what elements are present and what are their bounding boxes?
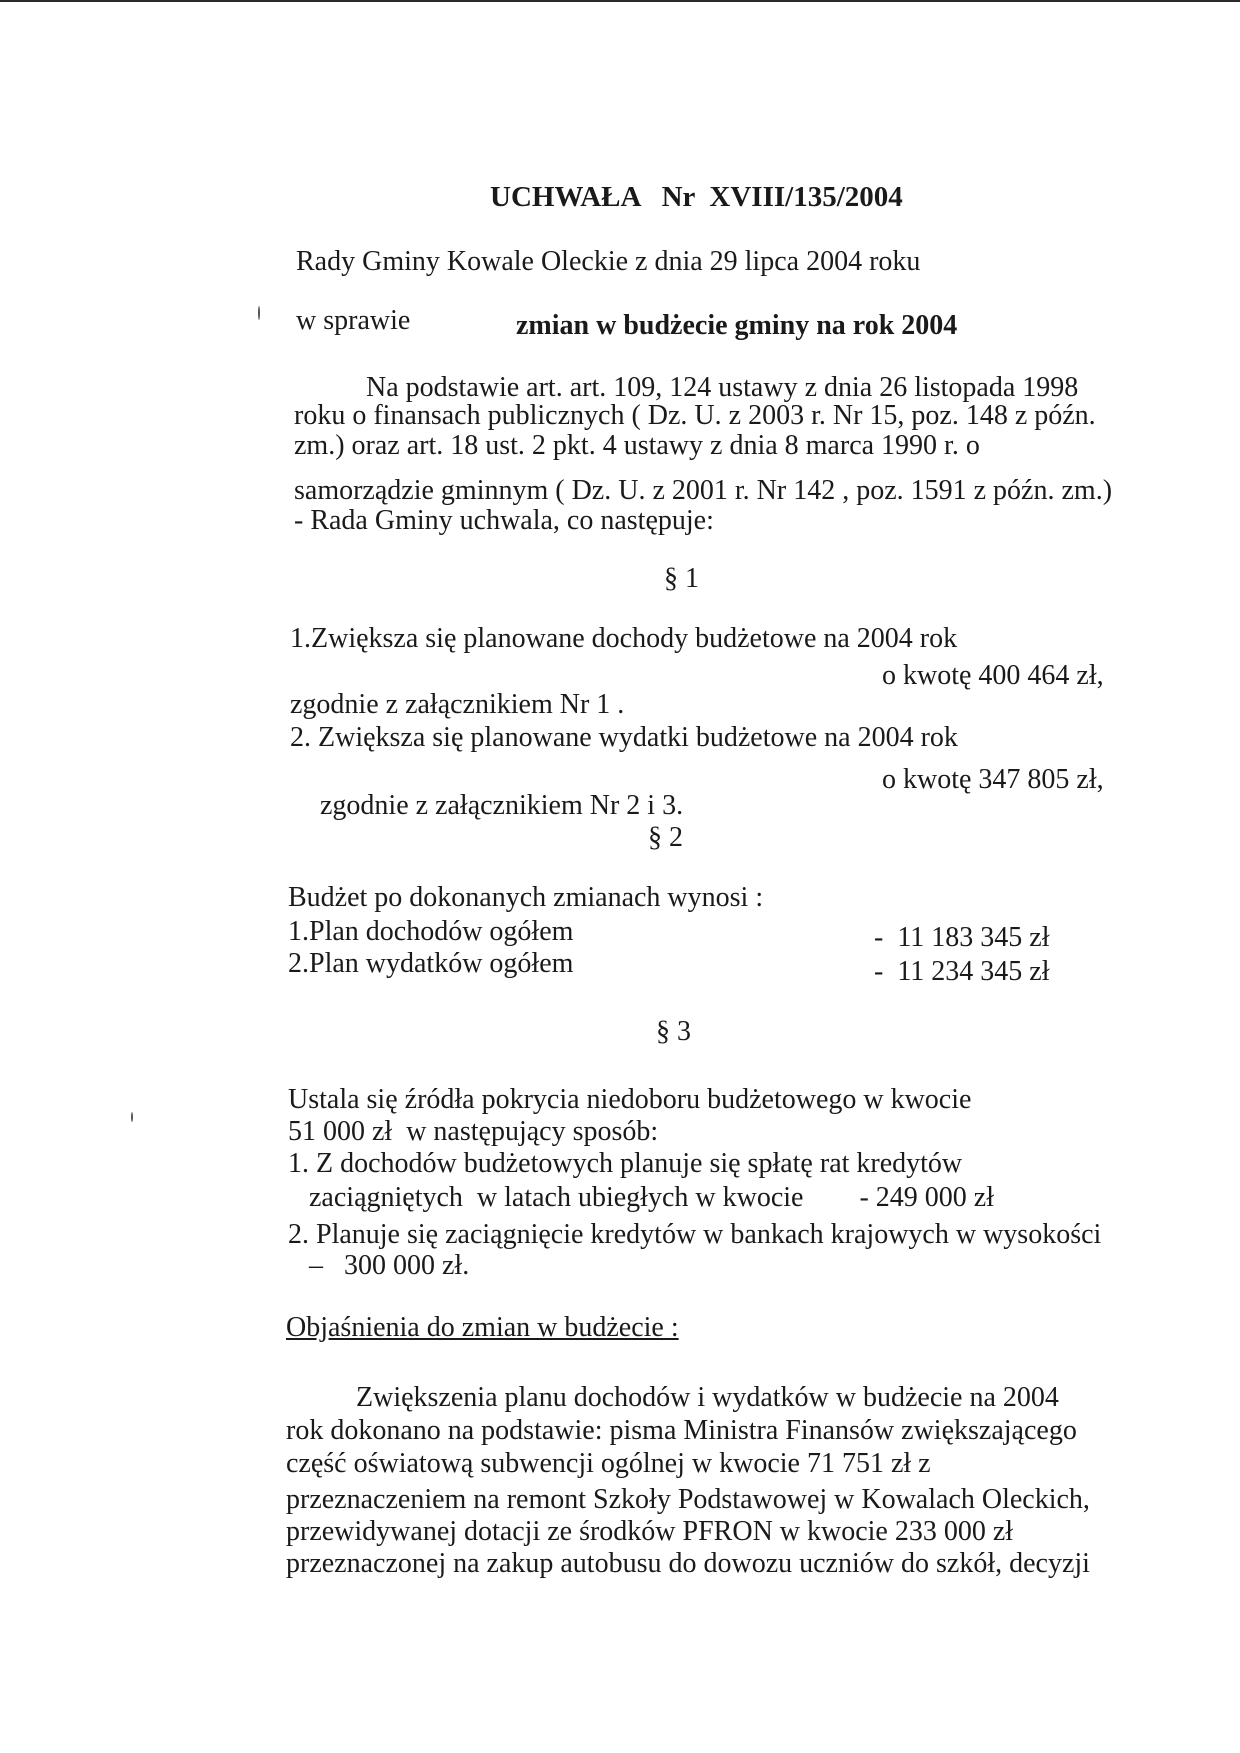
preamble-line: Na podstawie art. art. 109, 124 ustawy z dnia 26 listopada 1998 xyxy=(366,372,1079,403)
issuing-body-line: Rady Gminy Kowale Oleckie z dnia 29 lipca 2004 roku xyxy=(296,246,921,277)
explanations-line: rok dokonano na podstawie: pisma Ministra Finansów zwiększającego xyxy=(286,1415,1077,1446)
document-title: UCHWAŁA Nr XVIII/135/2004 xyxy=(490,181,903,213)
section-3-line: 1. Z dochodów budżetowych planuje się spłatę rat kredytów xyxy=(288,1148,963,1179)
section-1-item-2-amount: o kwotę 347 805 zł, xyxy=(882,764,1104,795)
section-2-heading: § 2 xyxy=(648,822,683,853)
scan-top-border xyxy=(0,0,1240,2)
section-1-item-2: 2. Zwiększa się planowane wydatki budżetowe na 2004 rok xyxy=(290,722,958,753)
explanations-line: przeznaczeniem na remont Szkoły Podstawowej w Kowalach Oleckich, xyxy=(286,1484,1090,1515)
explanations-heading: Objaśnienia do zmian w budżecie : xyxy=(286,1312,679,1343)
section-3-line: – 300 000 zł. xyxy=(288,1250,470,1281)
budget-row-value: - 11 183 345 zł xyxy=(874,922,1050,953)
section-1-heading: § 1 xyxy=(664,563,699,594)
section-3-line: Ustala się źródła pokrycia niedoboru budżetowego w kwocie xyxy=(288,1084,972,1115)
section-1-item-1-annex: zgodnie z załącznikiem Nr 1 . xyxy=(290,689,625,720)
preamble-line: samorządzie gminnym ( Dz. U. z 2001 r. Nr 142 , poz. 1591 z późn. zm.) xyxy=(294,475,1113,506)
section-3-line: 51 000 zł w następujący sposób: xyxy=(288,1116,659,1147)
section-2-intro: Budżet po dokonanych zmianach wynosi : xyxy=(288,882,764,913)
section-1-item-1: 1.Zwiększa się planowane dochody budżetowe na 2004 rok xyxy=(290,623,958,654)
scan-speck xyxy=(258,306,260,320)
explanations-line: przeznaczonej na zakup autobusu do dowozu uczniów do szkół, decyzji xyxy=(286,1548,1090,1579)
section-3-line: zaciągniętych w latach ubiegłych w kwocie - 249 000 zł xyxy=(288,1182,994,1213)
preamble-line: zm.) oraz art. 18 ust. 2 pkt. 4 ustawy z dnia 8 marca 1990 r. o xyxy=(294,430,980,461)
budget-row-label: 2.Plan wydatków ogółem xyxy=(288,948,574,979)
subject-text: zmian w budżecie gminy na rok 2004 xyxy=(516,310,958,341)
explanations-line: część oświatową subwencji ogólnej w kwocie 71 751 zł z xyxy=(286,1448,931,1479)
section-1-item-2-annex: zgodnie z załącznikiem Nr 2 i 3. xyxy=(320,790,684,821)
explanations-line: przewidywanej dotacji ze środków PFRON w kwocie 233 000 zł xyxy=(286,1516,1014,1547)
budget-row-value: - 11 234 345 zł xyxy=(874,956,1050,987)
preamble-line: roku o finansach publicznych ( Dz. U. z 2003 r. Nr 15, poz. 148 z późn. xyxy=(294,400,1096,431)
section-1-item-1-amount: o kwotę 400 464 zł, xyxy=(882,660,1104,691)
scan-speck xyxy=(131,1112,133,1122)
subject-label: w sprawie xyxy=(296,305,411,336)
preamble-line: - Rada Gminy uchwala, co następuje: xyxy=(294,505,714,536)
explanations-line: Zwiększenia planu dochodów i wydatków w budżecie na 2004 xyxy=(356,1382,1059,1413)
budget-row-label: 1.Plan dochodów ogółem xyxy=(288,916,574,947)
section-3-heading: § 3 xyxy=(656,1016,691,1047)
section-3-line: 2. Planuje się zaciągnięcie kredytów w bankach krajowych w wysokości xyxy=(288,1219,1102,1250)
